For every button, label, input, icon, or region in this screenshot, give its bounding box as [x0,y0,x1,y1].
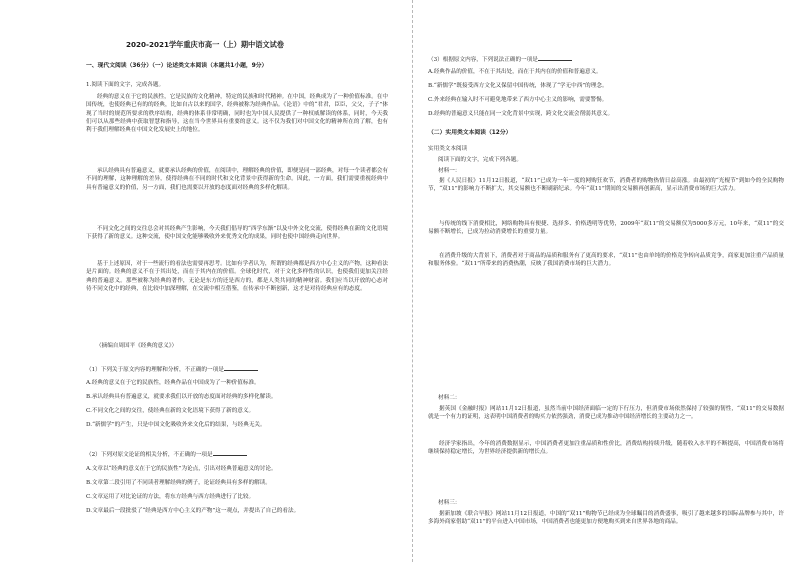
q2-option-b: B.文章第二段引用了不同读者理解经典的例子，论证经典具有多样的解读。 [86,480,271,486]
section1-paragraph-2: 承认经典具有普遍意义，就要承认经典的价值，在阅读中，理解经典的价值，即便是同一部经典，对每一个读者都会有不同的理解，这种理解的差异，使得经典在不同的时代和文化背景中获得新的生命。因此，一方面，我们需要重视经典中具有普遍意义的价值，另一方面，我们也需要以开放的态度面对经典的多样化解读。 [86,168,388,191]
section1-instruction: 1.阅读下面的文字，完成各题。 [86,82,165,88]
material-3-label: 材料三： [438,500,461,506]
q1-option-b: B.承认经典具有普遍意义，就要求我们以开放的态度面对经典的多样化解读。 [86,394,277,400]
q3-option-b: B.“新儒学”既接受西方文化又保留中国传统，体现了“学无中西”的理念。 [428,83,608,89]
q3-stem: （3）根据原文内容，下列说法正确的一项是 [428,55,572,65]
section1-paragraph-1: 经典的意义在于它的民族性，它是民族的文化精神，特定的民族和时代精神。在中国，经典成为了一种价值标准。在中国传统，也使经典已有的的经典，比如自古以来的国学，经典被称为经典作品。《论语》中的“君君，臣臣，父父，子子”体现了当时的规范所要求的秩序结构，经典的体系非常明确，同时也为中国人民提供了一种权威解读的体系，同时，今天我们可以从那些经典中获取智慧和指导，这在当今世界具有重要的意义。这不仅为我们对中国文化的精神所在的了解，也有利于我们理解经典在中国文化发展史上的地位。 [86,94,388,134]
source-citation: （摘编自周国平《经典的意义》） [96,343,178,349]
section1-paragraph-3: 不同文化之间的交往总会对其经典产生影响，今天我们倡导的“西学东渐”以及中外文化交流，使得经典在新的文化语境下获得了新的意义。这种交流，使中国文化能够吸收外来优秀文化的成果，同时也使中国经典走向世界。 [86,226,389,241]
q1-option-c: C.不同文化之间的交往，使经典在新的文化语境下获得了新的意义。 [86,408,255,414]
right-column [420,0,794,562]
exam-title: 2020-2021学年重庆市高一（上）期中语文试卷 [126,40,284,49]
material-1-paragraph-1: 据《人民日报》11月12日报道，“双11”已成为一年一度的网购狂欢节，消费者的购物热情日益高涨。由最初的“光棍节”到如今的全民购物节，“双11”的影响力不断扩大，其交易额也不断刷新纪录。今年“双11”期间的交易额再创新高，显示出消费市场的巨大活力。 [428,178,784,193]
material-1-paragraph-2: 与传统的线下消费相比，网络购物具有便捷、选择多、价格透明等优势，2009年“双11”的交易额仅为5000多万元，10年来，“双11”的交易额不断增长，已成为拉动消费增长的重要力量。 [428,221,784,236]
section2-subheading: 实用类文本阅读 [428,146,468,152]
section1-paragraph-4: 基于上述原因，对于一些流行的看法也需要再思考。比如有学者认为，所谓的经典都是西方中心主义的产物，这种看法是片面的。经典的意义不在于其出处，而在于其内在的价值。全球化时代，对于文化多样性的认识，也使我们更加关注经典的普遍意义。那些被称为经典的著作，无论是东方的还是西方的，都是人类共同的精神财富。我们应当以开放的心态对待不同文化中的经典，在比较中加深理解，在交流中相互借鉴，在传承中不断创新，这才是对待经典应有的态度。 [86,261,388,292]
material-2-label: 材料二： [438,395,461,401]
material-1-paragraph-3: 在消费升级的大背景下，消费者对于商品的品质和服务有了更高的要求，“双11”也由单纯的价格竞争转向品质竞争，商家更加注重产品质量和服务体验。“双11”所带来的消费热潮，反映了我国消费市场的巨大潜力。 [428,253,784,268]
section2-heading: （二）实用类文本阅读（12分） [428,130,512,136]
column-divider [412,0,413,562]
section1-heading: 一、现代文阅读（36分）（一）论述类文本阅读（本题共1小题，9分） [86,63,268,69]
q2-option-d: D.文章最后一段批驳了“经典是西方中心主义的产物”这一观点，并提出了自己的看法。 [86,508,300,514]
material-2-paragraph-1: 据英国《金融时报》网站11月12日报道，虽然当前中国经济面临一定的下行压力，但消费市场依然保持了较强的韧性，“双11”的交易数据就是一个有力的证明，这表明中国消费者的购买力依然强劲，消费已成为推动中国经济增长的主要动力之一。 [428,406,784,421]
q1-stem: （1）下列关于原文内容的理解和分析，不正确的一项是 [86,365,258,375]
q3-option-a: A.经典作品的价值，不在于其出处，而在于其内在的价值和普遍意义。 [428,69,602,75]
q3-option-d: D.经典的普遍意义只能在同一文化背景中实现，跨文化交流会削弱其意义。 [428,111,614,117]
q2-option-c: C.文章运用了对比论证的方法，将东方经典与西方经典进行了比较。 [86,494,255,500]
q2-option-a: A.文章以“经典的意义在于它的民族性”为论点，引出对经典普遍意义的讨论。 [86,466,277,472]
q3-option-c: C.外来经典在输入时不可避免地带来了西方中心主义的影响，需要警惕。 [428,97,608,103]
material-1-label: 材料一： [438,168,461,174]
material-3-paragraph-1: 据新加坡《联合早报》网站11月12日报道，中国的“双11”购物节已经成为全球瞩目的消费盛事，吸引了越来越多的国际品牌参与其中，许多海外商家借助“双11”的平台进入中国市场，中国消费者也能更加方便地购买到来自世界各地的商品。 [428,511,784,526]
section2-instruction: 阅读下面的文字，完成下列各题。 [438,157,522,163]
q1-option-d: D.“新儒学”的产生，只是中国文化吸收外来文化后的结果，与经典无关。 [86,422,266,428]
q2-stem: （2）下列对原文论证的相关分析，不正确的一项是 [86,450,247,460]
q1-option-a: A.经典的意义在于它的民族性，经典作品在中国成为了一种价值标准。 [86,380,260,386]
material-2-paragraph-2: 经济学家指出，今年的消费数据显示，中国消费者更加注重品质和性价比，消费结构持续升级，随着收入水平的不断提高，中国消费市场将继续保持稳定增长，为世界经济提供新的增长点。 [428,441,784,456]
